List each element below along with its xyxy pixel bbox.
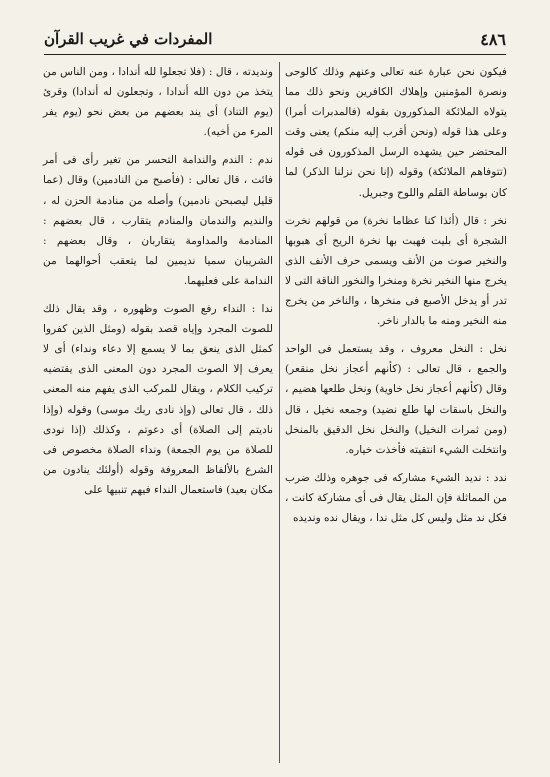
header-rule	[44, 54, 506, 55]
entry-paragraph: فيكون نحن عبارة عنه تعالى وعنهم وذلك كالوحى ونصرة المؤمنين وإهلاك الكافرين ونحو ذلك مما يتولاه الملائكة المذكورون بقوله (فالمدبرات أمرا) وعلى هذا قوله (ونحن أقرب إليه منكم) يعنى وقت المحتضر حين يشهده الرسل المذكورون فى قوله (تتوفاهم الملائكة) وقوله (إنا نحن نزلنا الذكر) لما كان بوساطة القلم واللوح وجبريل.	[285, 66, 507, 199]
entry-nakhl: نخل : النخل معروف ، وقد يستعمل فى الواحد والجمع ، قال تعالى : (كأنهم أعجاز نخل منقعر) وقال (كأنهم أعجاز نخل خاوية) ونخل طلعها هضيم ، والنخل باسقات لها طلع نضيد) وجمعه نخيل ، قال (ومن ثمرات النخيل) والنخل نخل الدقيق بالمنخل وانتخلت الشيء انتقيته فأخذت خياره.	[285, 343, 507, 456]
running-title: المفردات في غريب القرآن	[44, 30, 213, 48]
right-column	[285, 62, 507, 763]
entry-nadam: ندم : الندم والندامة التحسر من تغير رأى فى أمر فائت ، قال تعالى : (فأصبح من النادمين) وقال (عما قليل ليصبحن نادمين) وأصله من منادمة الحزن له ، والنديم والندمان والمنادم يتقارب ، قال بعضهم : المنادمة والمداومة يتقاربان ، وقال بعضهم : الشريبان سميا نديمين لما يتعقب أحوالهما من الندامة على فعليهما.	[43, 154, 273, 287]
paragraph-gap	[43, 291, 273, 299]
paragraph-gap	[43, 142, 273, 150]
paragraph-gap	[285, 331, 507, 339]
entry-nadd: ندد : نديد الشيء مشاركه فى جوهره وذلك ضرب من المماثلة فإن المثل يقال فى أى مشاركة كانت ، فكل ند مثل وليس كل مثل ندا ، ويقال نده ونديده	[285, 471, 507, 524]
page-header	[44, 26, 506, 52]
paragraph-gap	[285, 203, 507, 211]
entry-nadd-continued: ونديدته ، قال : (فلا تجعلوا لله أندادا ، ومن الناس من يتخذ من دون الله أندادا ، وتجعلون له أندادا) وقرئ (يوم التناد) أى يند بعضهم من بعض نحو (يوم يفر المرء من أخيه).	[43, 66, 273, 139]
page-number: ٤٨٦	[480, 29, 506, 49]
column-divider	[279, 62, 280, 763]
paragraph-gap	[285, 460, 507, 468]
entry-nada: ندا : النداء رفع الصوت وظهوره ، وقد يقال ذلك للصوت المجرد وإياه قصد بقوله (ومثل الذين كفروا كمثل الذى ينعق بما لا يسمع إلا دعاء ونداء) أى لا يعرف إلا الصوت المجرد دون المعنى الذى يقتضيه تركيب الكلام ، ويقال للمركب الذى يفهم منه المعنى ذلك ، قال تعالى (وإذ نادى ربك موسى) وقوله (وإذا ناديتم إلى الصلاة) أى دعوتم ، وكذلك (إذا نودى للصلاة من يوم الجمعة) ونداء الصلاة مخصوص فى الشرع بالألفاظ المعروفة وقوله (أولئك ينادون من مكان بعيد) فاستعمال النداء فيهم تنبيها على	[43, 303, 273, 496]
left-column	[43, 62, 273, 763]
entry-nakhr: نخر : قال (أئذا كنا عظاما نخرة) من قولهم نخرت الشجرة أى بليت فهبت بها نخرة الريح أى هبوبها والنخير صوت من الأنف ويسمى حرف الأنف الذى يخرج منها النخير نخرة ومنخرا والنخور الناقة التى لا تدر أو يدخل الأصبع فى منخرها ، والناخر من يخرج منه النخير ومنه ما بالدار ناخر.	[285, 214, 507, 328]
